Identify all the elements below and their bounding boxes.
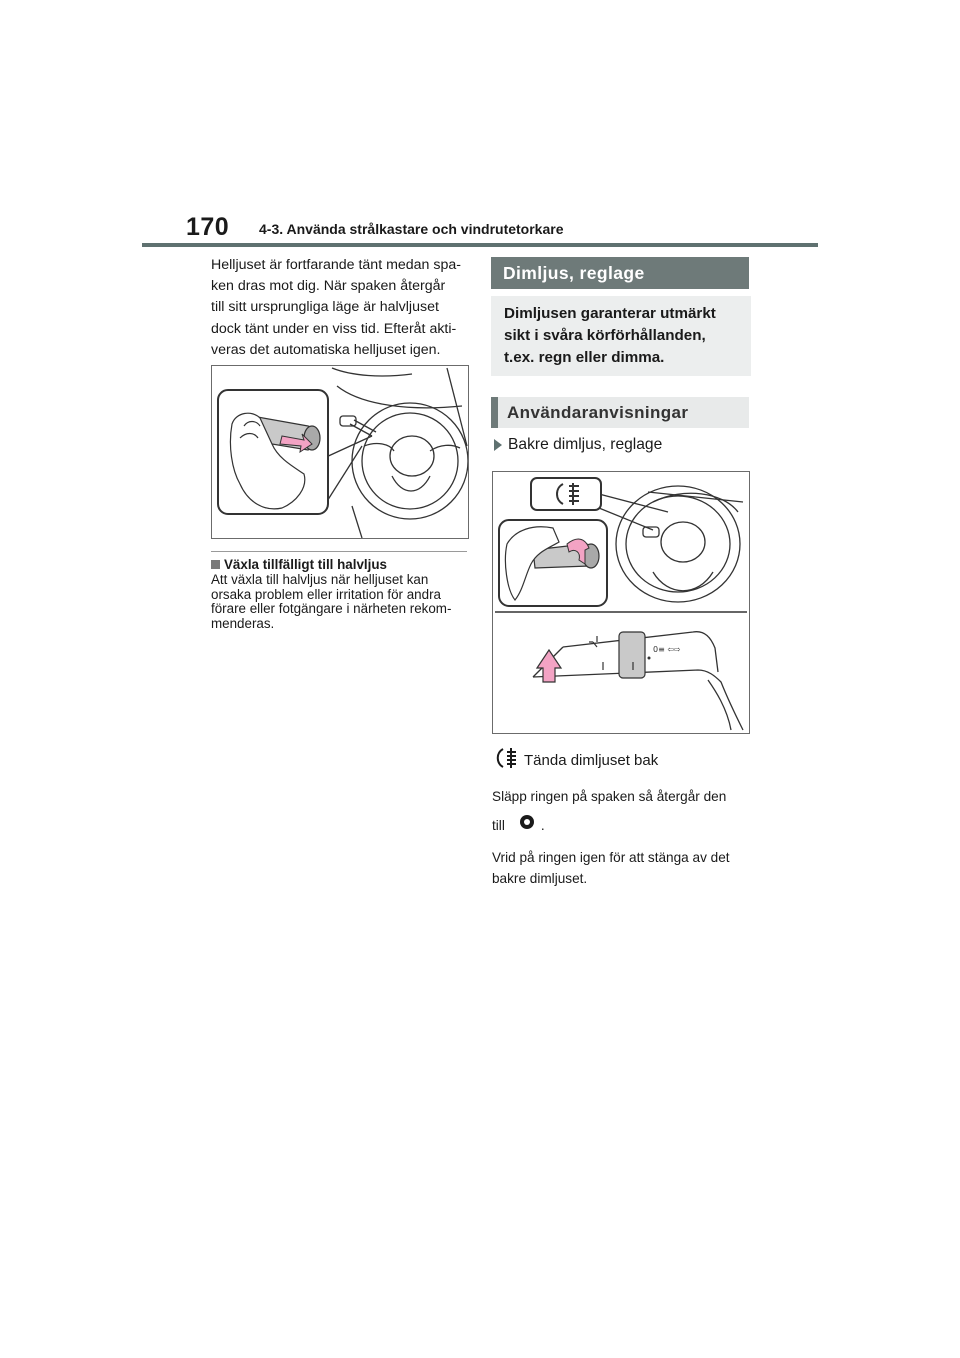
triangle-bullet-icon [494,439,502,451]
intro-line: t.ex. regn eller dimma. [504,349,665,366]
subheading-text: Växla tillfälligt till halvljus [224,557,387,572]
turn-off-paragraph [492,847,754,889]
note-text [211,573,469,631]
header-rule [142,243,818,247]
note-line: Att växla till halvljus när helljuset kan [211,572,429,587]
para-line: till sitt ursprungliga läge är halvljuset [211,299,439,316]
bullet-text: Bakre dimljus, reglage [508,436,663,453]
fog-light-row [494,747,658,773]
lever-pull-illustration [211,365,469,539]
para-line: Helljuset är fortfarande tänt medan spa- [211,257,461,273]
square-bullet-icon [211,560,220,569]
return-suffix: . [540,817,545,833]
rear-fog-switch-illustration [492,471,750,734]
release-paragraph: Släpp ringen på spaken så återgår den [492,789,727,804]
para-line: bakre dimljuset. [492,871,588,886]
intro-line: sikt i svåra körförhållanden, [504,327,706,344]
note-line: orsaka problem eller irritation för andra [211,586,441,602]
return-prefix: till [492,817,505,833]
svg-text:0≡ ⇦⇨: 0≡ ⇦⇨ [653,645,681,654]
section-tag: Dimljus, reglage [491,257,749,289]
fog-label: Tända dimljuset bak [524,751,659,769]
subheading [211,557,387,572]
rear-fog-light-icon [494,747,518,773]
intro-line: Dimljusen garanterar utmärkt [504,305,716,322]
section-title: 4-3. Använda strålkastare och vindrutetorkare [259,221,564,237]
page-number: 170 [186,213,230,241]
return-line [492,814,754,836]
usage-heading: Användaranvisningar [491,397,749,428]
para-line: veras det automatiska helljuset igen. [211,341,441,358]
bullet-item [494,436,662,454]
note-line: menderas. [211,615,275,631]
note-line: förare eller fotgängare i närheten rekom- [211,601,452,617]
para-line: dock tänt under en viss tid. Efteråt akti- [211,320,457,337]
left-paragraph [211,255,467,361]
divider [211,551,467,552]
off-position-icon [519,814,535,836]
para-line: ken dras mot dig. När spaken återgår [211,278,446,295]
para-line: Vrid på ringen igen för att stänga av det [492,850,730,865]
intro-box [491,296,751,376]
